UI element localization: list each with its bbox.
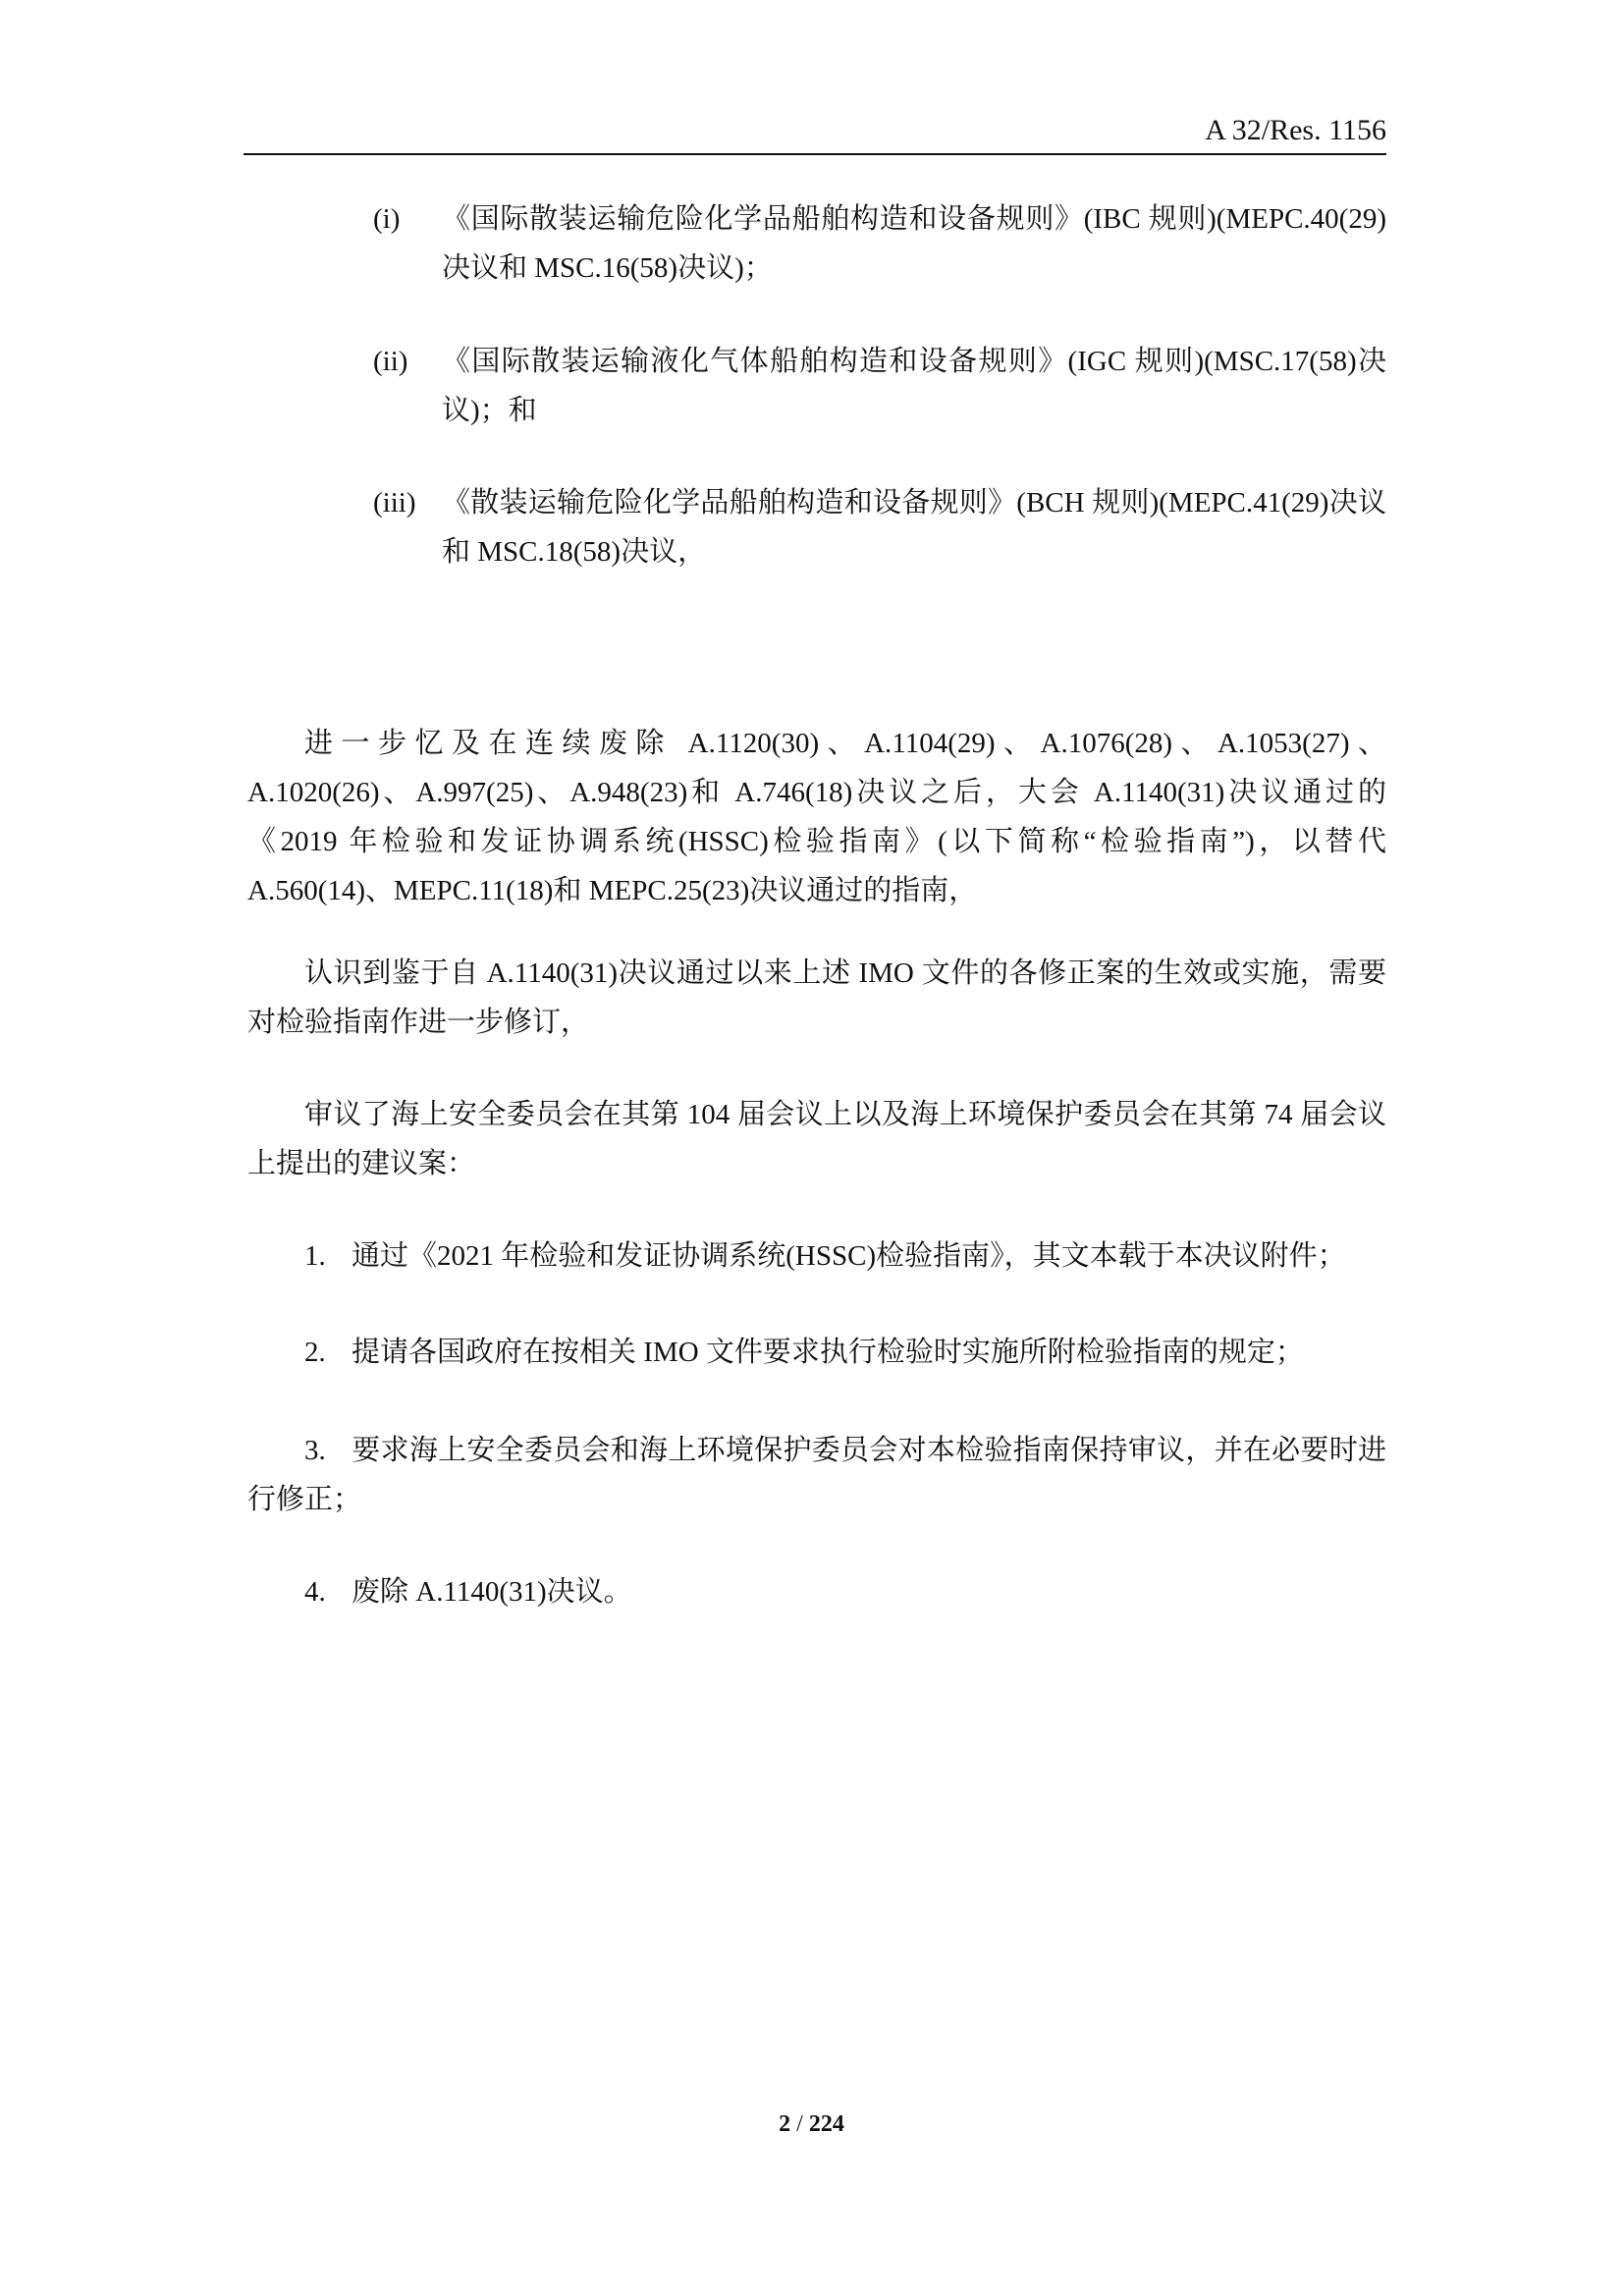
page-number [0, 2111, 1623, 2138]
page-current: 2 [779, 2111, 791, 2137]
operative-text: 提请各国政府在按相关 IMO 文件要求执行检验时实施所附检验指南的规定； [352, 1337, 1304, 1368]
sub-item-number: (iii) [373, 487, 416, 519]
operative-number: 3. [304, 1435, 326, 1466]
sub-item-number: (ii) [373, 346, 408, 377]
operative-number: 4. [304, 1576, 326, 1608]
sub-item [373, 478, 1386, 576]
sub-item-text: 《散装运输危险化学品船舶构造和设备规则》(BCH 规则)(MEPC.41(29)决议和 MSC.18(58)决议， [442, 487, 1386, 568]
operative-paragraph [247, 1567, 1386, 1616]
operative-paragraph [247, 1426, 1386, 1524]
paragraph-recalling-further: 进一步忆及在连续废除 A.1120(30)、A.1104(29)、A.1076(28)、A.1053(27)、A.1020(26)、A.997(25)、A.948(23)和 A.746(18)决议之后，大会 A.1140(31)决议通过的《2019 年检验和发证协调系统(HSSC)检验指南》(以下简称“检验指南”)，以替代 A.560(14)、MEPC.11(18)和 MEPC.25(23)决议通过的指南， [247, 728, 1386, 906]
sub-item-text: 《国际散装运输液化气体船舶构造和设备规则》(IGC 规则)(MSC.17(58)决议)；和 [442, 346, 1386, 426]
sub-item [373, 337, 1386, 435]
operative-text: 通过《2021 年检验和发证协调系统(HSSC)检验指南》，其文本载于本决议附件； [352, 1240, 1346, 1272]
sub-item-number: (i) [373, 203, 401, 235]
paragraph-having-considered: 审议了海上安全委员会在其第 104 届会议上以及海上环境保护委员会在其第 74 届会议上提出的建议案： [247, 1099, 1386, 1179]
operative-text: 要求海上安全委员会和海上环境保护委员会对本检验指南保持审议，并在必要时进行修正； [247, 1435, 1386, 1515]
operative-number: 1. [304, 1240, 326, 1272]
operative-paragraph [247, 1231, 1386, 1281]
operative-paragraph [247, 1328, 1386, 1377]
operative-number: 2. [304, 1337, 326, 1368]
document-symbol: A 32/Res. 1156 [1205, 114, 1386, 146]
paragraph-recognizing: 认识到鉴于自 A.1140(31)决议通过以来上述 IMO 文件的各修正案的生效或实施，需要对检验指南作进一步修订， [247, 957, 1386, 1038]
operative-text: 废除 A.1140(31)决议。 [352, 1576, 632, 1608]
header-rule [243, 153, 1386, 155]
page-total: 224 [808, 2111, 844, 2137]
sub-item-text: 《国际散装运输危险化学品船舶构造和设备规则》(IBC 规则)(MEPC.40(29) 决议和 MSC.16(58)决议)； [442, 203, 1394, 284]
page-separator: / [790, 2111, 809, 2137]
sub-item [373, 194, 1394, 293]
